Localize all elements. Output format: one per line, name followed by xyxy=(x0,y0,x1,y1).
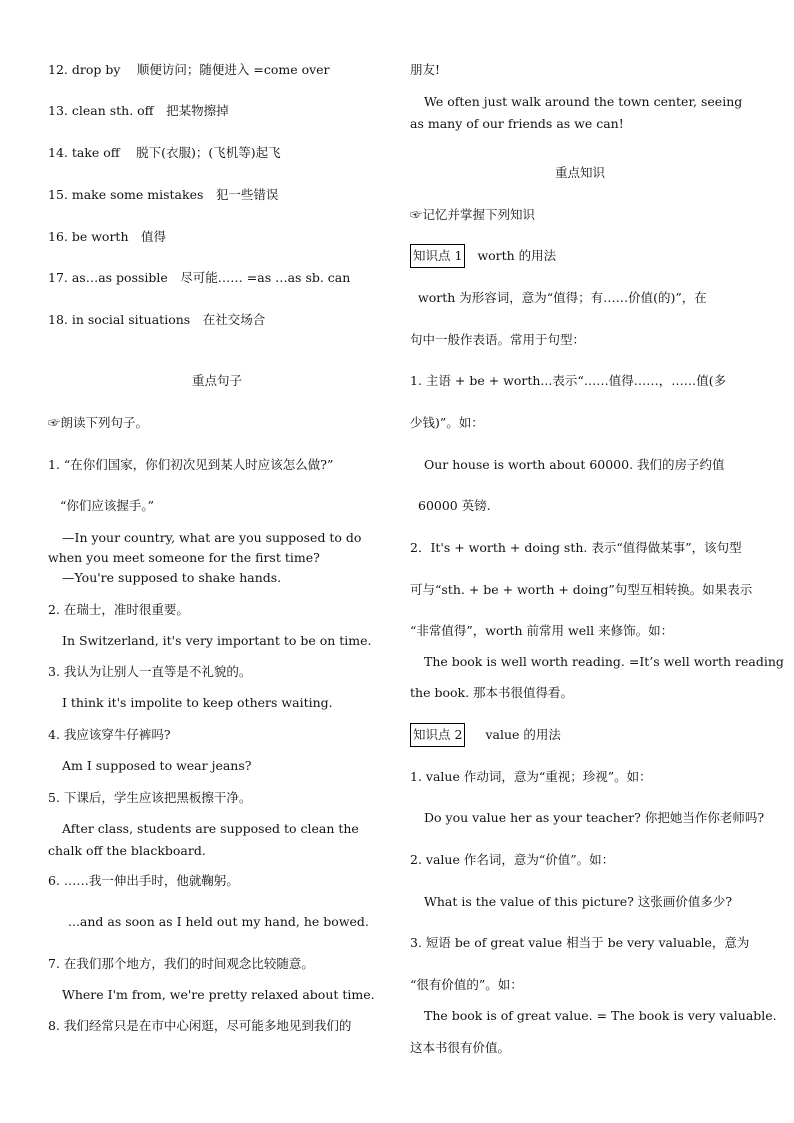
kp2-example-2: What is the value of this picture? 这张画价值多少? xyxy=(424,894,733,909)
knowledge-heading: 重点知识 xyxy=(554,165,605,180)
knowledge-point-2-header xyxy=(410,723,561,747)
phrase-item: 18. in social situations 在社交场合 xyxy=(48,312,266,327)
sentence-8-english: We often just walk around the town center, seeing as many of our friends as we can! xyxy=(410,94,743,131)
sentence-8-chinese: 8. 我们经常只是在市中心闲逛，尽可能多地见到我们的 xyxy=(48,1018,352,1033)
memorize-instruction: ☞记忆并掌握下列知识 xyxy=(410,207,536,222)
kp1-pattern-2-cont: 可与“sth. + be + worth + doing”句型互相转换。如果表示 xyxy=(410,582,753,597)
sentence-2-chinese: 2. 在瑞士，准时很重要。 xyxy=(48,602,189,617)
sentence-6-english: ...and as soon as I held out my hand, he bowed. xyxy=(68,914,369,929)
kp1-example-1-cont: 60000 英镑. xyxy=(418,498,491,513)
read-instruction: ☞朗读下列句子。 xyxy=(48,415,149,430)
kp1-pattern-1: 1. 主语 + be + worth...表示“……值得……，……值(多 xyxy=(410,373,727,388)
kp2-example-1: Do you value her as your teacher? 你把她当作你老师吗? xyxy=(424,810,765,825)
knowledge-point-2-box: 知识点 2 xyxy=(410,723,465,747)
phrase-item: 14. take off 脱下(衣服)；(飞机等)起飞 xyxy=(48,145,281,160)
phrase-item: 13. clean sth. off 把某物擦掉 xyxy=(48,103,229,118)
phrase-item: 17. as…as possible 尽可能…… =as …as sb. can xyxy=(48,270,351,285)
sentence-1-english-answer: —You're supposed to shake hands. xyxy=(62,570,282,585)
kp2-example-3-cont: 这本书很有价值。 xyxy=(410,1040,511,1055)
sentence-3-english: I think it's impolite to keep others waiting. xyxy=(62,695,333,710)
kp1-intro-line: 句中一般作表语。常用于句型： xyxy=(410,332,586,347)
kp1-intro-line: worth 为形容词，意为“值得；有……价值(的)”，在 xyxy=(418,290,707,305)
sentence-1-english-question: —In your country, what are you supposed to do when you meet someone for the first time? xyxy=(48,530,362,565)
kp2-usage-3: 3. 短语 be of great value 相当于 be very valuable，意为 xyxy=(410,935,750,950)
knowledge-point-2-title: value 的用法 xyxy=(485,727,561,742)
sentence-5-english: After class, students are supposed to clean the chalk off the blackboard. xyxy=(48,821,359,858)
kp2-example-3: The book is of great value. = The book is very valuable. xyxy=(424,1008,777,1023)
kp1-pattern-1-cont: 少钱)”。如： xyxy=(410,415,484,430)
sentence-6-chinese: 6. ……我一伸出手时，他就鞠躬。 xyxy=(48,873,239,888)
sentence-3-chinese: 3. 我认为让别人一直等是不礼貌的。 xyxy=(48,664,252,679)
knowledge-point-1-title: worth 的用法 xyxy=(477,248,557,263)
kp2-usage-3-cont: “很有价值的”。如： xyxy=(410,977,523,992)
kp1-example-1: Our house is worth about 60000. 我们的房子约值 xyxy=(424,457,725,472)
sentence-4-chinese: 4. 我应该穿牛仔裤吗? xyxy=(48,727,171,742)
sentences-heading: 重点句子 xyxy=(191,373,242,388)
kp1-pattern-2: 2．It's + worth + doing sth. 表示“值得做某事”，该句型 xyxy=(410,540,742,555)
sentence-1-chinese-answer: “你们应该握手。” xyxy=(60,498,155,513)
phrase-item: 16. be worth 值得 xyxy=(48,229,166,244)
phrase-item: 12. drop by 顺便访问；随便进入 =come over xyxy=(48,62,330,77)
sentence-7-chinese: 7. 在我们那个地方，我们的时间观念比较随意。 xyxy=(48,956,314,971)
sentence-7-english: Where I'm from, we're pretty relaxed about time. xyxy=(62,987,375,1002)
kp2-usage-2: 2. value 作名词，意为“价值”。如： xyxy=(410,852,615,867)
sentence-2-english: In Switzerland, it's very important to be on time. xyxy=(62,633,372,648)
knowledge-point-1-header xyxy=(410,244,556,268)
kp1-example-2: The book is well worth reading. =It’s well worth reading xyxy=(424,654,784,669)
sentence-8-chinese-continued: 朋友! xyxy=(410,62,441,77)
kp2-usage-1: 1. value 作动词，意为“重视；珍视”。如： xyxy=(410,769,652,784)
sentence-4-english: Am I supposed to wear jeans? xyxy=(62,758,252,773)
sentence-1-chinese-question: 1. “在你们国家，你们初次见到某人时应该怎么做?” xyxy=(48,457,334,472)
phrase-item: 15. make some mistakes 犯一些错误 xyxy=(48,187,279,202)
kp1-example-2-cont: the book. 那本书很值得看。 xyxy=(410,685,574,700)
sentence-5-chinese: 5. 下课后，学生应该把黑板擦干净。 xyxy=(48,790,252,805)
kp1-pattern-2-cont: “非常值得”，worth 前常用 well 来修饰。如： xyxy=(410,623,674,638)
knowledge-point-1-box: 知识点 1 xyxy=(410,244,465,268)
